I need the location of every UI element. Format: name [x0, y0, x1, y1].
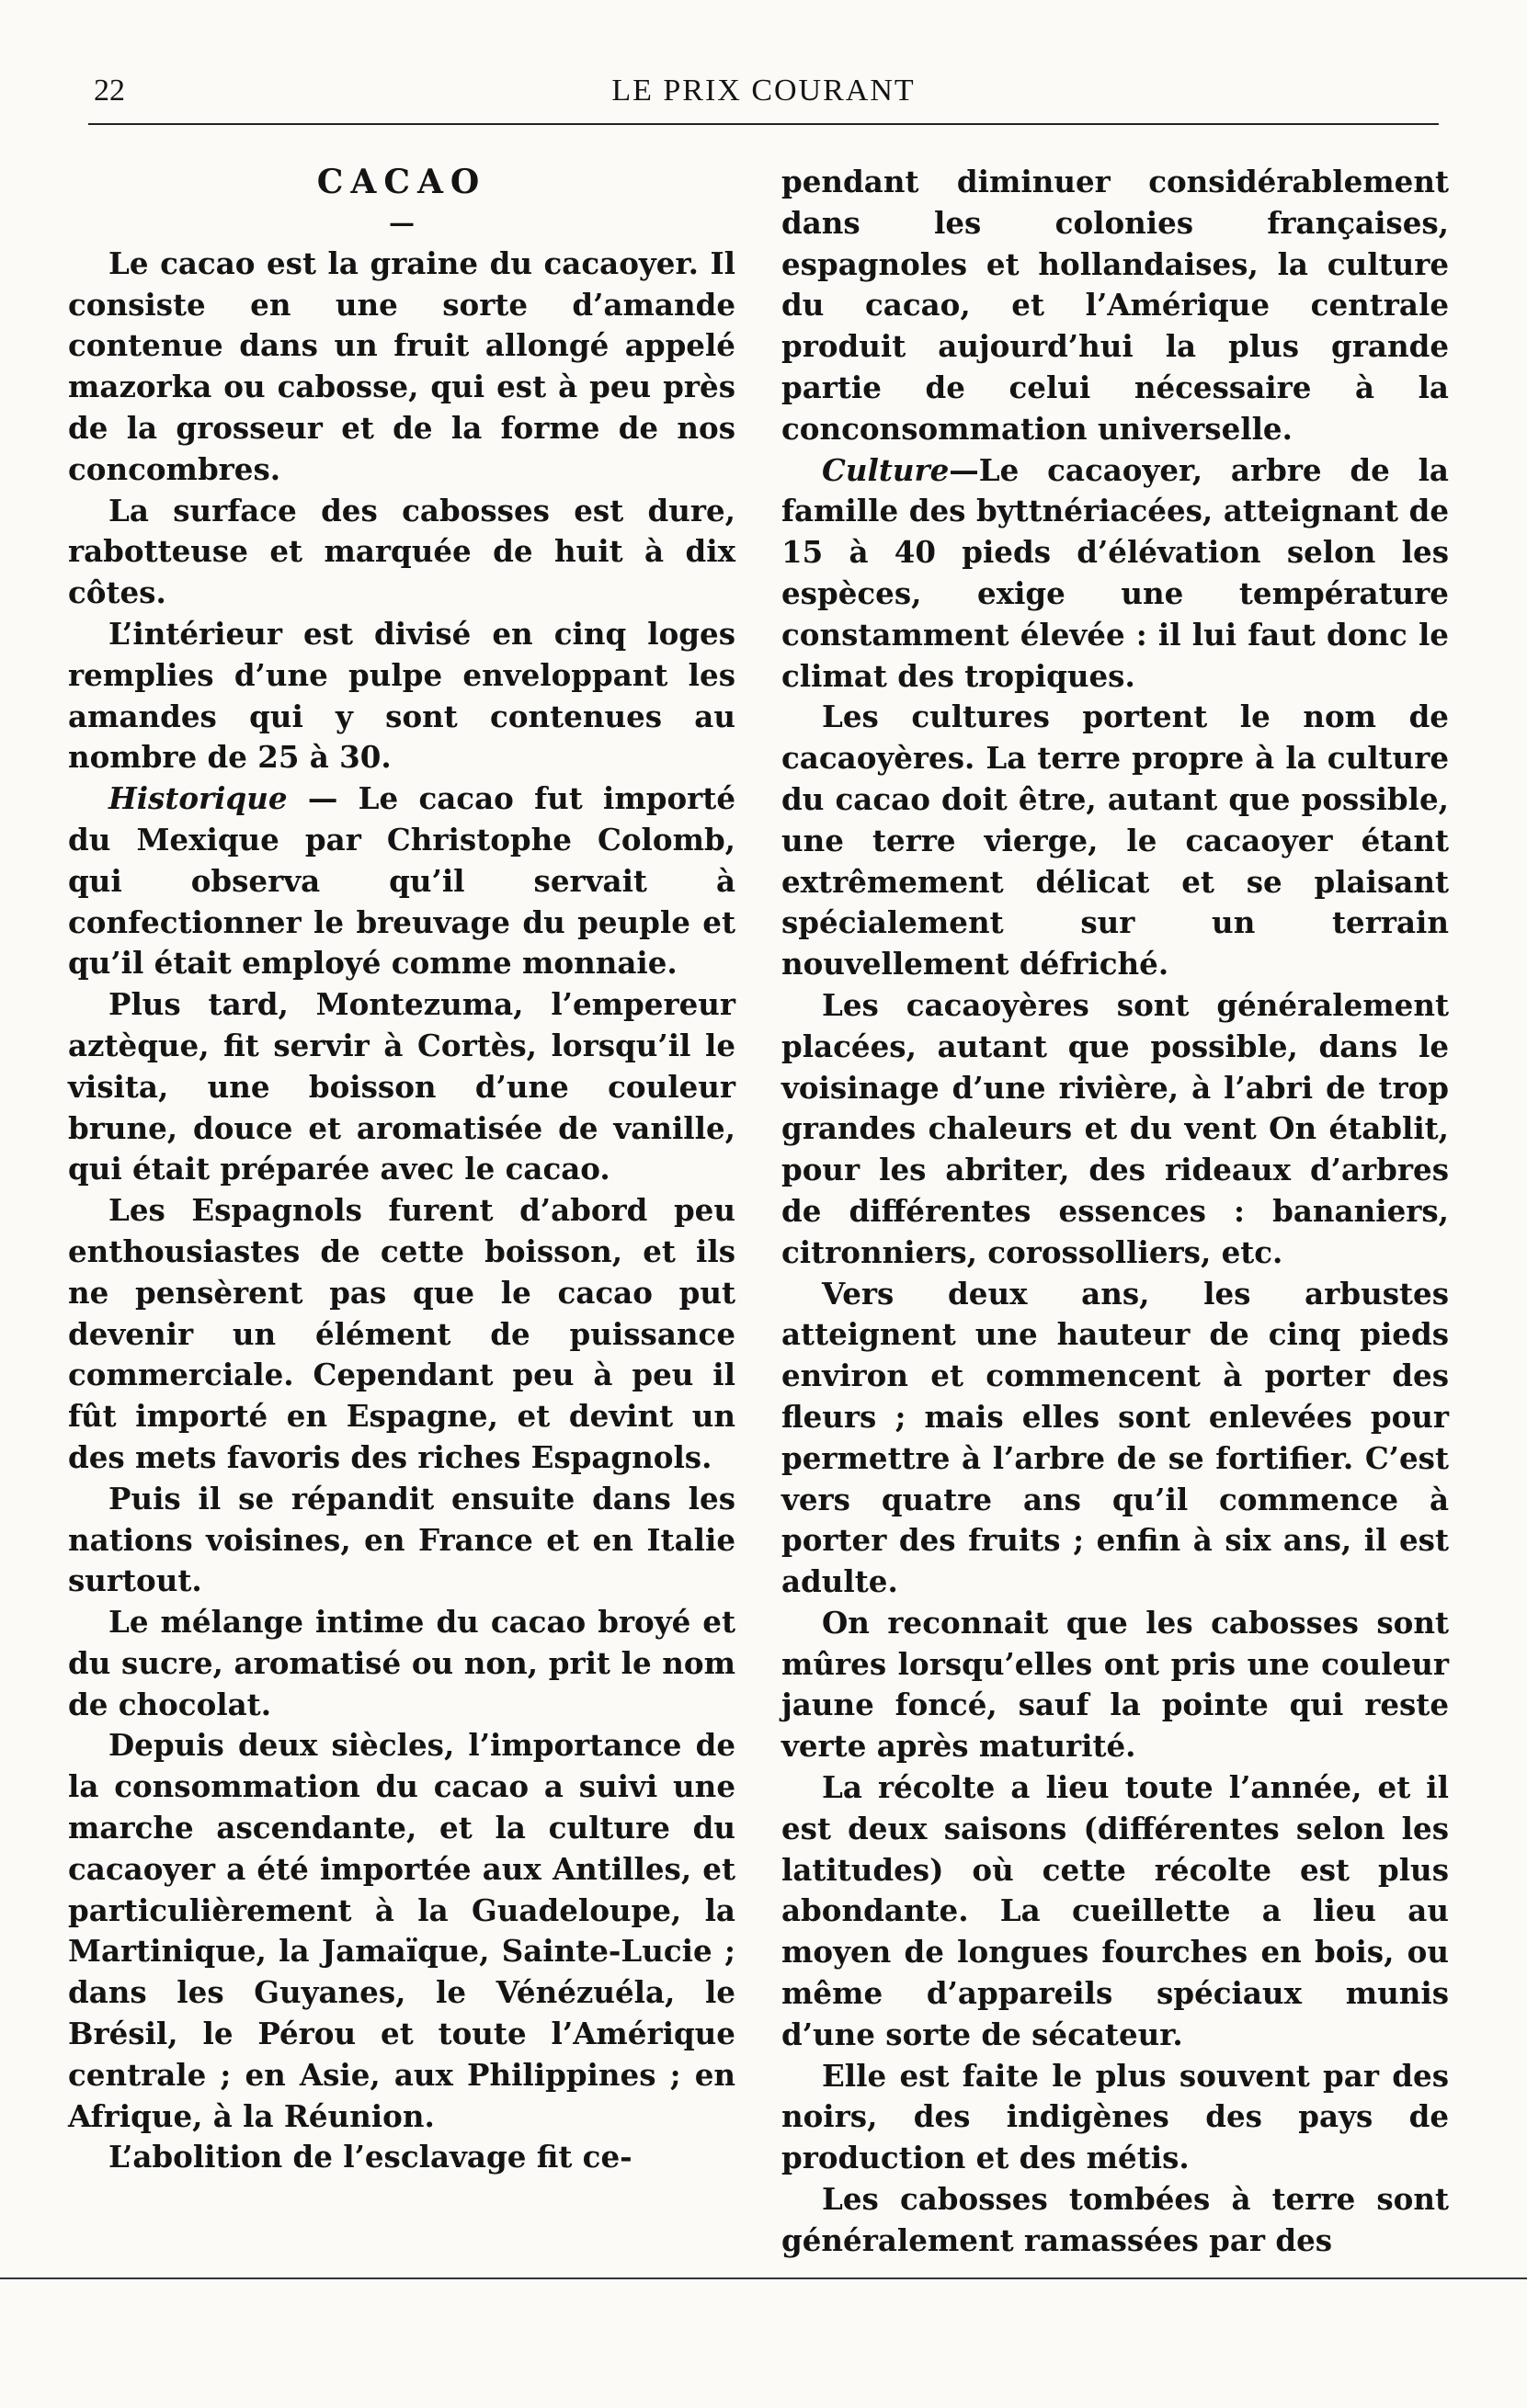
paragraph: L’abolition de l’esclavage fit ce- [108, 2139, 632, 2175]
paragraph: Elle est faite le plus souvent par des noirs, des indigènes des pays de production et des métis. [781, 2057, 1449, 2176]
paragraph: Les Espagnols furent d’abord peu enthousiastes de cette boisson, et ils ne pensèrent pas que le cacao put devenir un élément de puissance commerciale. Cependant peu à peu il fût importé en Espagne, et devint un des mets favoris des riches Espagnols. [68, 1192, 735, 1475]
paragraph: Depuis deux siècles, l’importance de la consommation du cacao a suivi une marche ascendante, et la culture du cacaoyer a été importée aux Antilles, et particulièrement à la Guadeloupe, la Martinique, la Jamaïque, Sainte-Lucie ; dans les Guyanes, le Vénézuéla, le Brésil, le Pérou et toute l’Amérique centrale ; en Asie, aux Philippines ; en Afrique, à la Réunion. [68, 1727, 735, 2134]
paragraph: L’intérieur est divisé en cinq loges remplies d’une pulpe enveloppant les amandes qui y sont contenues au nombre de 25 à 30. [68, 615, 735, 776]
paragraph: La surface des cabosses est dure, rabotteuse et marquée de huit à dix côtes. [68, 492, 735, 611]
culture-paragraph [781, 450, 1449, 698]
page-number: 22 [94, 74, 125, 108]
culture-lead: Culture [822, 451, 950, 488]
historique-lead: Historique [108, 780, 288, 817]
scan-artifact-line [0, 2277, 1527, 2279]
paragraph: La récolte a lieu toute l’année, et il est deux saisons (différentes selon les latitudes) où cette récolte est plus abondante. La cueillette a lieu au moyen de longues fourches en bois, ou même d’appareils spéciaux munis d’une sorte de sécateur. [781, 1769, 1449, 2052]
paragraph: Le cacao est la graine du cacaoyer. Il consiste en une sorte d’amande contenue dans un fruit allongé appelé mazorka ou cabosse, qui est à peu près de la grosseur et de la forme de nos concombres. [68, 244, 735, 487]
left-column [68, 162, 735, 2178]
right-column [781, 162, 1449, 2262]
article-title: CACAO [316, 163, 487, 201]
paragraph: On reconnait que les cabosses sont mûres lorsqu’elles ont pris une couleur jaune foncé, sauf la pointe qui reste verte après maturité. [781, 1604, 1449, 1765]
paragraph-continued: pendant diminuer considérablement dans les colonies françaises, espagnoles et hollandaises, la culture du cacao, et l’Amérique centrale produit aujourd’hui la plus grande partie de celui nécessaire à la conconsommation universelle. [781, 164, 1449, 447]
page-header [88, 72, 1439, 125]
historique-paragraph [68, 778, 735, 984]
paragraph: Vers deux ans, les arbustes atteignent une hauteur de cinq pieds environ et commencent à porter des fleurs ; mais elles sont enlevées pour permettre à l’arbre de se fortifier. C’est vers quatre ans qu’il commence à porter des fruits ; enfin à six ans, il est adulte. [781, 1275, 1449, 1600]
historique-text: — Le cacao fut importé du Mexique par Christophe Colomb, qui observa qu’il servait à confectionner le breuvage du peuple et qu’il était employé comme monnaie. [68, 780, 735, 982]
title-separator: — [389, 207, 415, 238]
culture-text: —Le cacaoyer, arbre de la famille des byttnériacées, atteignant de 15 à 40 pieds d’élévation selon les espèces, exige une température constamment élevée : il lui faut donc le climat des tropiques. [781, 451, 1449, 694]
running-title: LE PRIX COURANT [611, 74, 916, 108]
paragraph: Le mélange intime du cacao broyé et du sucre, aromatisé ou non, prit le nom de chocolat. [68, 1604, 735, 1722]
paragraph: Les cultures portent le nom de cacaoyères. La terre propre à la culture du cacao doit être, autant que possible, une terre vierge, le cacaoyer étant extrêmement délicat et se plaisant spécialement sur un terrain nouvellement défriché. [781, 699, 1449, 983]
paragraph: Les cabosses tombées à terre sont généralement ramassées par des [781, 2181, 1449, 2258]
paragraph: Les cacaoyères sont généralement placées, autant que possible, dans le voisinage d’une rivière, à l’abri de trop grandes chaleurs et du vent On établit, pour les abriter, des rideaux d’arbres de différentes essences : bananiers, citronniers, corossolliers, etc. [781, 986, 1449, 1270]
paragraph: Puis il se répandit ensuite dans les nations voisines, en France et en Italie surtout. [68, 1480, 735, 1599]
paragraph: Plus tard, Montezuma, l’empereur aztèque, fit servir à Cortès, lorsqu’il le visita, une boisson d’une couleur brune, douce et aromatisée de vanille, qui était préparée avec le cacao. [68, 986, 735, 1187]
